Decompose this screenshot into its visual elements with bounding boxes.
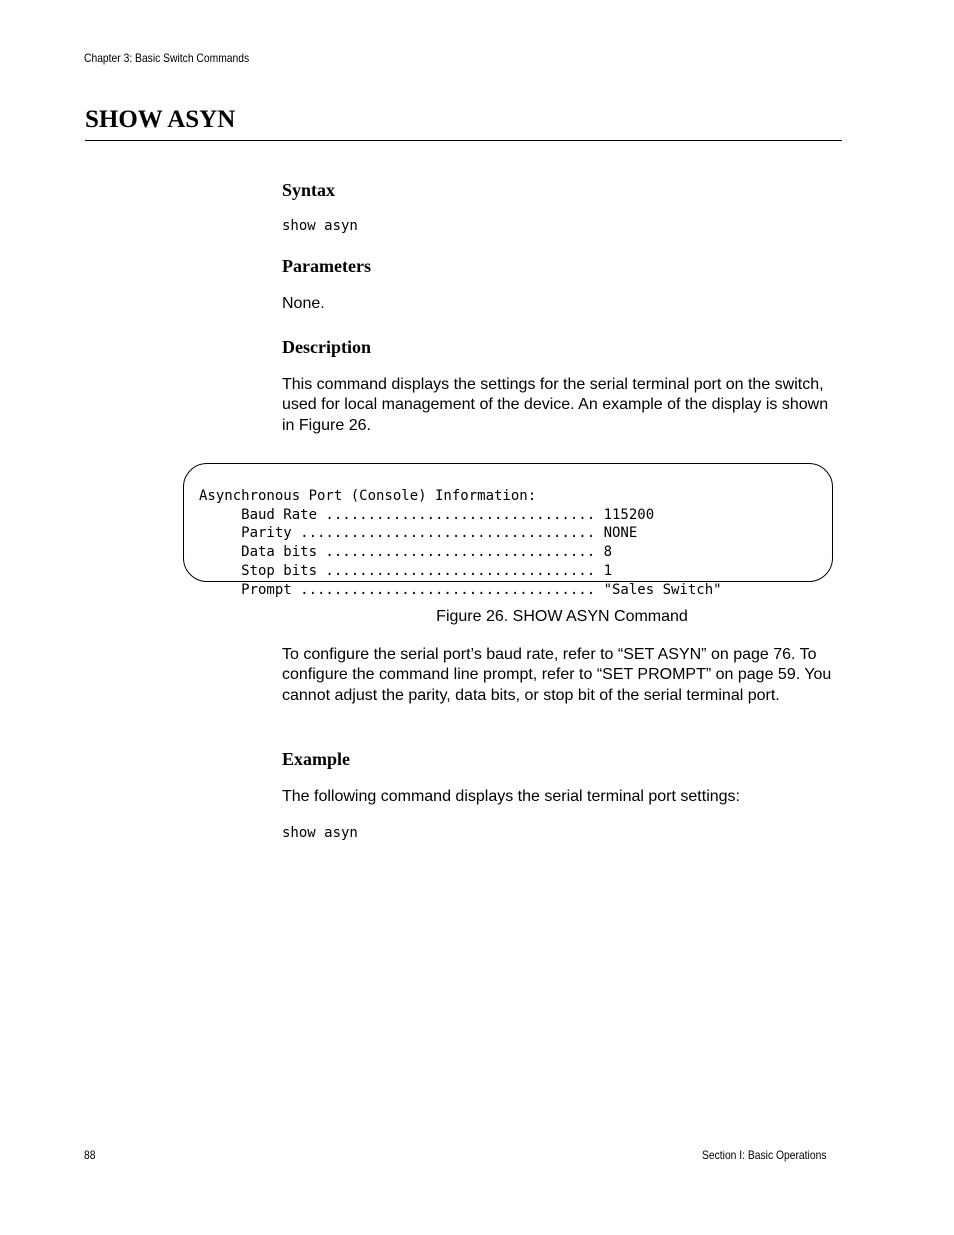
console-line-baud-rate: Baud Rate ................................ 115200	[199, 506, 655, 523]
running-header: Chapter 3: Basic Switch Commands	[84, 51, 250, 65]
page-number: 88	[84, 1148, 96, 1162]
figure-caption: Figure 26. SHOW ASYN Command	[436, 608, 688, 625]
syntax-code: show asyn	[282, 218, 358, 234]
syntax-heading: Syntax	[282, 180, 336, 200]
figure-console-output	[199, 468, 722, 618]
running-footer: Section I: Basic Operations	[702, 1148, 827, 1162]
console-line-stop-bits: Stop bits ................................ 1	[199, 562, 613, 579]
example-text: The following command displays the serial terminal port settings:	[282, 788, 740, 805]
console-line-data-bits: Data bits ................................ 8	[199, 544, 613, 561]
page-title: SHOW ASYN	[85, 106, 236, 133]
config-text: To configure the serial port’s baud rate, refer to “SET ASYN” on page 76. To configure the command line prompt, refer to “SET PROMPT” on page 59. You cannot adjust the parity, data bits, or stop bit of the serial terminal port.	[282, 646, 832, 704]
console-line-prompt: Prompt ................................... "Sales Switch"	[199, 581, 722, 598]
parameters-heading: Parameters	[282, 256, 371, 276]
example-heading: Example	[282, 749, 351, 769]
description-text: This command displays the settings for the serial terminal port on the switch, used for local management of the device. An example of the display is shown in Figure 26.	[282, 376, 829, 434]
description-heading: Description	[282, 337, 371, 357]
parameters-text: None.	[282, 295, 325, 312]
example-code: show asyn	[282, 825, 358, 841]
title-rule	[85, 140, 842, 141]
console-line-title: Asynchronous Port (Console) Information:	[199, 487, 537, 504]
console-line-parity: Parity ................................... NONE	[199, 525, 638, 542]
